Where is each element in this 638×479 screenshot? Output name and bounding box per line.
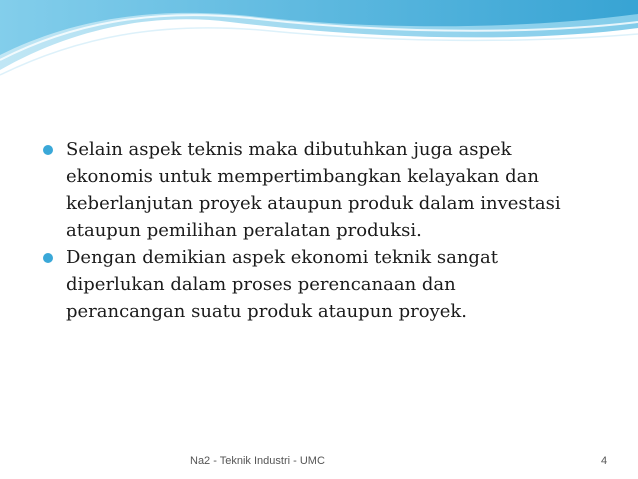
- bullet-line: diperlukan dalam proses perencanaan dan: [66, 274, 456, 295]
- bullet-line: Dengan demikian aspek ekonomi teknik sangat: [66, 247, 498, 268]
- slide-footer: [0, 452, 638, 472]
- bullet-line: perancangan suatu produk ataupun proyek.: [66, 301, 468, 322]
- bullet-line: Selain aspek teknis maka dibutuhkan juga aspek: [66, 139, 512, 160]
- bullet-line: ataupun pemilihan peralatan produksi.: [66, 220, 422, 241]
- bullet-item: [40, 244, 610, 325]
- page-number: 4: [601, 455, 608, 467]
- bullet-item: [40, 136, 610, 244]
- slide-body: [40, 136, 610, 325]
- bullet-dot-icon: [43, 253, 53, 263]
- header-wave-decoration: [0, 0, 638, 90]
- bullet-line: ekonomis untuk mempertimbangkan kelayakan dan: [66, 166, 539, 187]
- footer-text: Na2 - Teknik Industri - UMC: [190, 455, 325, 467]
- bullet-dot-icon: [43, 145, 53, 155]
- bullet-line: keberlanjutan proyek ataupun produk dalam investasi: [66, 193, 561, 214]
